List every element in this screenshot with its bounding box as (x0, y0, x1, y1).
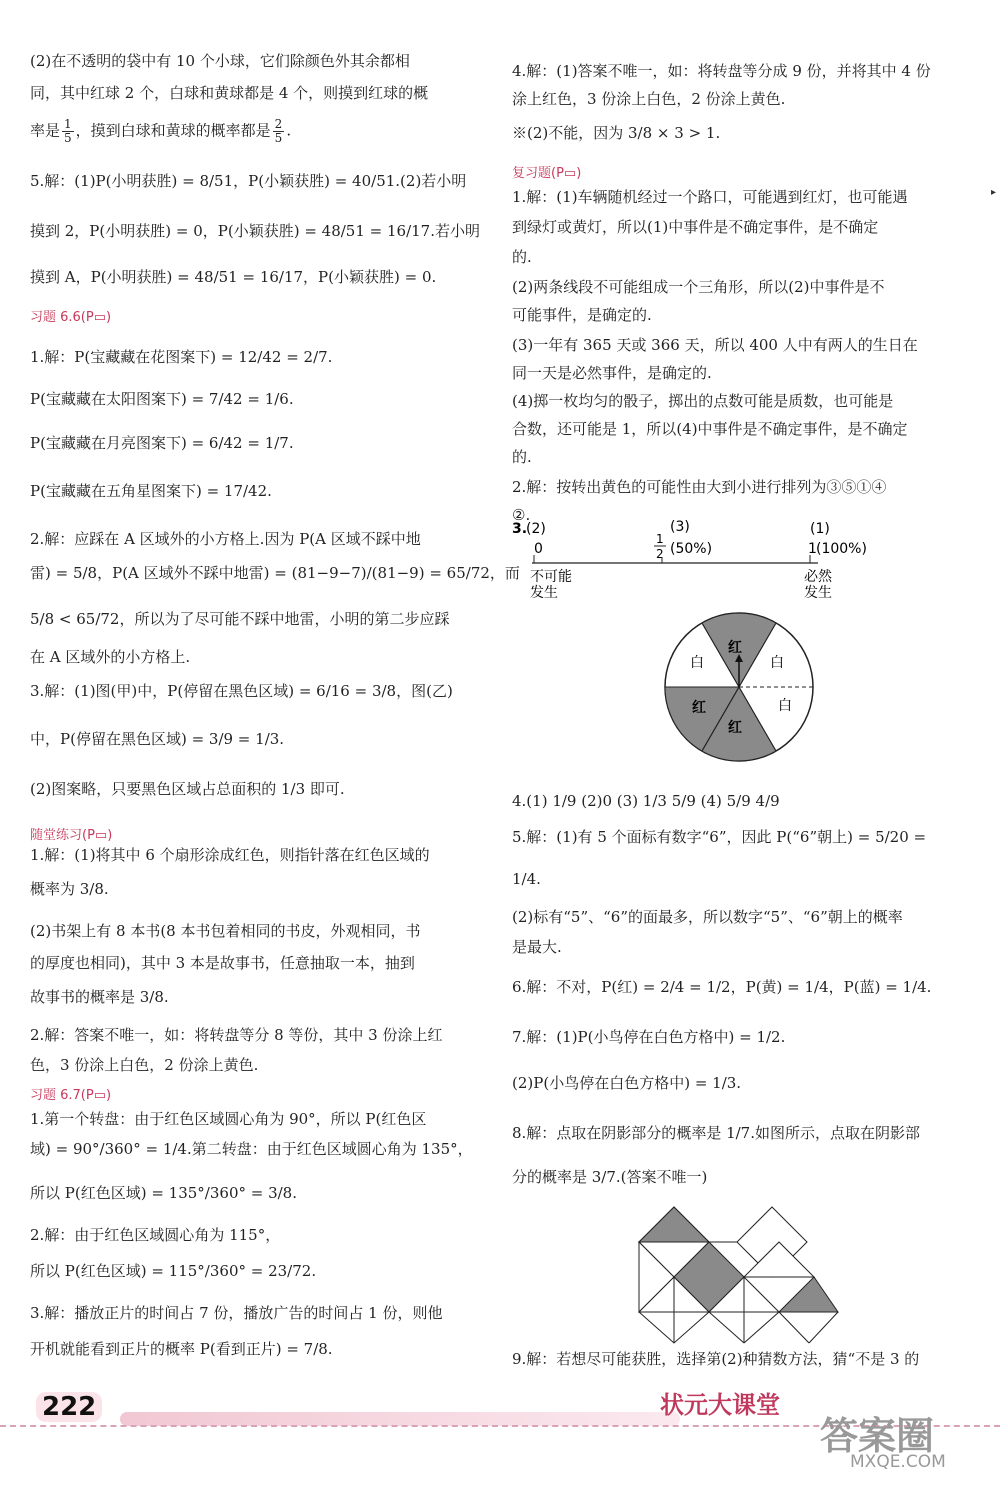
tick-label-100pct: (100%) (816, 541, 867, 557)
text-line: 4.(1) 1/9 (2)0 (3) 1/3 5/9 (4) 5/9 4/9 (512, 792, 780, 810)
text-line: 域) = 90°/360° = 1/4.第二转盘：由于红色区域圆心角为 135°， (30, 1140, 473, 1158)
text-line: 6.解：不对，P(红) = 2/4 = 1/2，P(黄) = 1/4，P(蓝) = 1/4. (512, 978, 932, 996)
point-label-1: (1) (810, 521, 830, 537)
text-line: 1.解：(1)将其中 6 个扇形涂成红色，则指针落在红色区域的 (30, 846, 430, 864)
text-line: 开机就能看到正片的概率 P(看到正片) = 7/8. (30, 1340, 333, 1358)
triangle-grid-figure (638, 1206, 840, 1344)
point-label-2: (2) (526, 521, 546, 537)
text-line: (2)标有“5”、“6”的面最多，所以数字“5”、“6”朝上的概率 (512, 908, 903, 926)
denominator: 5 (64, 131, 72, 145)
shaded-triangle (639, 1207, 709, 1242)
dot-mark: ▸ (991, 187, 997, 198)
watermark: 答案圈 (820, 1414, 935, 1458)
text-line: 3.解：(1)图(甲)中，P(停留在黑色区域) = 6/16 = 3/8，图(乙) (30, 682, 453, 700)
text-line: 9.解：若想尽可能获胜，选择第(2)种猜数方法，猜“不是 3 的 (512, 1350, 920, 1368)
tick-label-50pct: (50%) (670, 541, 713, 557)
text-span: ，摸到白球和黄球的概率都是 (75, 121, 271, 140)
label-red-top: 红 (728, 640, 742, 656)
denominator: 5 (274, 131, 283, 145)
section-heading: 习题 6.7(P▭) (30, 1088, 112, 1103)
label-white-left: 白 (690, 655, 704, 671)
brand-logo: 状元大课堂 (660, 1391, 780, 1419)
text-line: (2)在不透明的袋中有 10 个小球，它们除颜色外其余都相 (30, 52, 410, 70)
text-line: 可能事件，是确定的. (512, 306, 652, 324)
section-heading: 复习题(P▭) (512, 166, 582, 181)
left-end-label-1: 不可能 (530, 569, 572, 585)
tick-label-half-denominator: 2 (656, 547, 664, 561)
edge (709, 1312, 744, 1343)
point-label-3: (3) (670, 519, 690, 535)
text-line: ②. (512, 506, 531, 524)
text-line: 到绿灯或黄灯，所以(1)中事件是不确定事件，是不确定 (512, 218, 879, 236)
text-line: 3.解：播放正片的时间占 7 份，播放广告的时间占 1 份，则他 (30, 1304, 443, 1322)
text-line: 所以 P(红色区域) = 115°/360° = 23/72. (30, 1262, 317, 1280)
text-line: 涂上红色，3 份涂上白色，2 份涂上黄色. (512, 90, 786, 108)
page-number: 222 (36, 1392, 102, 1422)
text-line: 1.第一个转盘：由于红色区域圆心角为 90°，所以 P(红色区 (30, 1110, 427, 1128)
tick-label-0: 0 (534, 541, 543, 557)
tick-label-half-numerator: 1 (656, 532, 664, 546)
section-heading: 习题 6.6(P▭) (30, 310, 112, 325)
text-line: 8.解：点取在阴影部分的概率是 1/7.如图所示，点取在阴影部 (512, 1124, 920, 1142)
text-line: 分的概率是 3/7.(答案不唯一) (512, 1168, 708, 1186)
label-red-bottom: 红 (728, 720, 742, 736)
text-line: 同，其中红球 2 个，白球和黄球都是 4 个，则摸到红球的概 (30, 84, 429, 102)
label-white-right: 白 (770, 655, 784, 671)
text-line: (3)一年有 365 天或 366 天，所以 400 人中有两人的生日在 (512, 336, 918, 354)
edge (779, 1312, 809, 1343)
right-end-label-2: 发生 (804, 585, 832, 601)
text-line: 的. (512, 248, 532, 266)
text-line: P(宝藏藏在太阳图案下) = 7/42 = 1/6. (30, 390, 294, 408)
footer-band (120, 1412, 680, 1426)
text-line: 2.解：由于红色区域圆心角为 115°， (30, 1226, 281, 1244)
right-end-label-1: 必然 (804, 569, 832, 585)
text-line (30, 118, 291, 145)
text-line: 色，3 份涂上白色，2 份涂上黄色. (30, 1056, 259, 1074)
text-line: 1/4. (512, 870, 541, 888)
text-line: P(宝藏藏在五角星图案下) = 17/42. (30, 482, 272, 500)
section-heading: 随堂练习(P▭) (30, 828, 113, 843)
text-line: 5/8 < 65/72，所以为了尽可能不踩中地雷，小明的第二步应踩 (30, 610, 450, 628)
text-line: 2.解：按转出黄色的可能性由大到小进行排列为③⑤①④ (512, 478, 887, 496)
text-line: 的. (512, 448, 532, 466)
edge (809, 1312, 838, 1343)
text-line: 在 A 区域外的小方格上. (30, 648, 191, 666)
text-line: 1.解：(1)车辆随机经过一个路口，可能遇到红灯，也可能遇 (512, 188, 908, 206)
text-line: ※(2)不能，因为 3/8 × 3 > 1. (512, 124, 721, 142)
text-line: (2)书架上有 8 本书(8 本书包着相同的书皮，外观相同，书 (30, 922, 421, 940)
text-line: 摸到 A，P(小明获胜) = 48/51 = 16/17，P(小颖获胜) = 0. (30, 268, 437, 286)
tick-label-1: 1 (808, 541, 817, 557)
edge (744, 1312, 779, 1343)
text-line: 1.解：P(宝藏藏在花图案下) = 12/42 = 2/7. (30, 348, 333, 366)
text-line: (2)P(小鸟停在白色方格中) = 1/3. (512, 1074, 742, 1092)
text-line: 中，P(停留在黑色区域) = 3/9 = 1/3. (30, 730, 285, 748)
left-end-label-2: 发生 (530, 585, 558, 601)
text-line: 5.解：(1)P(小明获胜) = 8/51，P(小颖获胜) = 40/51.(2)若小明 (30, 172, 467, 190)
spinner-figure (662, 612, 816, 766)
text-span: 率是 (30, 121, 61, 140)
fraction (62, 118, 74, 145)
numerator: 1 (64, 117, 72, 131)
text-span: . (286, 121, 292, 140)
text-line: 2.解：应踩在 A 区域外的小方格上.因为 P(A 区域不踩中地 (30, 530, 421, 548)
number-line-figure (512, 515, 882, 605)
text-line: 2.解：答案不唯一，如：将转盘等分 8 等份，其中 3 份涂上红 (30, 1026, 443, 1044)
question-number: 3. (512, 521, 528, 537)
text-line: 所以 P(红色区域) = 135°/360° = 3/8. (30, 1184, 297, 1202)
text-line: 雷) = 5/8，P(A 区域外不踩中地雷) = (81−9−7)/(81−9) = 65/72，而 (30, 564, 520, 582)
label-red-left: 红 (692, 700, 706, 716)
text-line: (2)图案略，只要黑色区域占总面积的 1/3 即可. (30, 780, 345, 798)
text-line: (4)掷一枚均匀的骰子，掷出的点数可能是质数，也可能是 (512, 392, 894, 410)
text-line: 7.解：(1)P(小鸟停在白色方格中) = 1/2. (512, 1028, 786, 1046)
text-line: 合数，还可能是 1，所以(4)中事件是不确定事件，是不确定 (512, 420, 908, 438)
text-line: (2)两条线段不可能组成一个三角形，所以(2)中事件是不 (512, 278, 885, 296)
text-line: 摸到 2，P(小明获胜) = 0，P(小颖获胜) = 48/51 = 16/17.若小明 (30, 222, 480, 240)
shaded-triangle (779, 1277, 838, 1312)
text-line: 4.解：(1)答案不唯一，如：将转盘等分成 9 份，并将其中 4 份 (512, 62, 931, 80)
text-line: 是最大. (512, 938, 562, 956)
label-white-lowright: 白 (778, 698, 792, 714)
numerator: 2 (274, 117, 283, 131)
text-line: 故事书的概率是 3/8. (30, 988, 169, 1006)
text-line: 5.解：(1)有 5 个面标有数字“6”，因此 P(“6”朝上) = 5/20 = (512, 828, 927, 846)
text-line: 概率为 3/8. (30, 880, 109, 898)
fraction (273, 118, 285, 145)
text-line: 同一天是必然事件，是确定的. (512, 364, 712, 382)
text-line: 的厚度也相同)，其中 3 本是故事书，任意抽取一本，抽到 (30, 954, 415, 972)
text-line: P(宝藏藏在月亮图案下) = 6/42 = 1/7. (30, 434, 294, 452)
watermark-url: MXQE.COM (850, 1452, 946, 1472)
